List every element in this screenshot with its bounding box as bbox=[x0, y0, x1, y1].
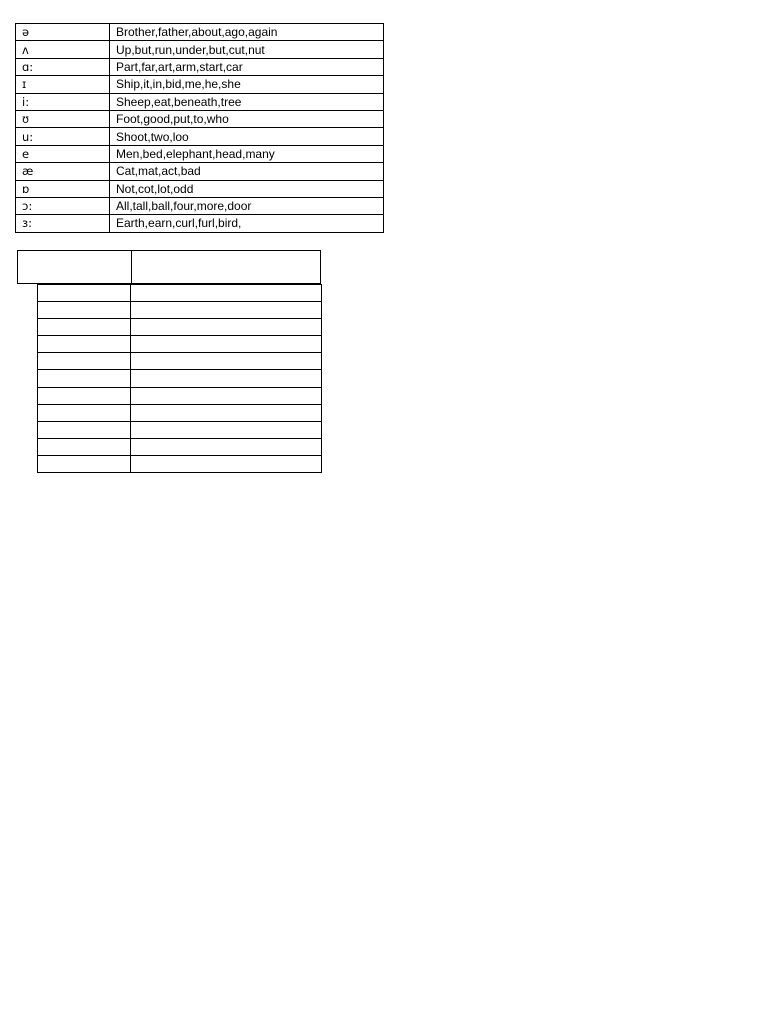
table-row bbox=[38, 285, 322, 302]
table-row bbox=[16, 128, 384, 145]
empty-table-header bbox=[17, 250, 321, 284]
empty-table bbox=[37, 284, 322, 473]
empty-cell bbox=[131, 421, 322, 438]
example-words: Up,but,run,under,but,cut,nut bbox=[110, 41, 384, 58]
empty-cell bbox=[38, 455, 131, 472]
table-row bbox=[38, 336, 322, 353]
vowel-sounds-table bbox=[15, 23, 384, 233]
example-words: Men,bed,elephant,head,many bbox=[110, 145, 384, 162]
table-row bbox=[16, 180, 384, 197]
example-words: Part,far,art,arm,start,car bbox=[110, 58, 384, 75]
table-row bbox=[38, 319, 322, 336]
phonetic-symbol: u: bbox=[16, 128, 110, 145]
phonetic-symbol: ʊ bbox=[16, 110, 110, 127]
phonetic-symbol: ə bbox=[16, 24, 110, 41]
example-words: Shoot,two,loo bbox=[110, 128, 384, 145]
empty-cell bbox=[131, 319, 322, 336]
table-row bbox=[38, 455, 322, 472]
example-words: Ship,it,in,bid,me,he,she bbox=[110, 76, 384, 93]
table-row bbox=[38, 353, 322, 370]
phonetic-symbol: ɪ bbox=[16, 76, 110, 93]
table-row bbox=[38, 438, 322, 455]
phonetic-symbol: ɒ bbox=[16, 180, 110, 197]
table-row bbox=[16, 215, 384, 232]
example-words: Not,cot,lot,odd bbox=[110, 180, 384, 197]
empty-cell bbox=[38, 302, 131, 319]
empty-cell bbox=[38, 404, 131, 421]
empty-cell bbox=[131, 387, 322, 404]
example-words: Brother,father,about,ago,again bbox=[110, 24, 384, 41]
phonetic-symbol: æ bbox=[16, 163, 110, 180]
empty-cell bbox=[131, 285, 322, 302]
phonetic-symbol: e bbox=[16, 145, 110, 162]
phonetic-symbol: ʌ bbox=[16, 41, 110, 58]
empty-cell bbox=[38, 319, 131, 336]
table-row bbox=[16, 76, 384, 93]
empty-cell bbox=[131, 438, 322, 455]
table-row bbox=[38, 302, 322, 319]
table-row bbox=[16, 163, 384, 180]
table-row bbox=[38, 404, 322, 421]
empty-cell bbox=[131, 455, 322, 472]
table-row bbox=[16, 41, 384, 58]
example-words: Foot,good,put,to,who bbox=[110, 110, 384, 127]
table-row bbox=[16, 58, 384, 75]
empty-cell bbox=[38, 421, 131, 438]
empty-cell bbox=[38, 353, 131, 370]
empty-cell bbox=[38, 370, 131, 387]
empty-cell bbox=[131, 404, 322, 421]
empty-cell bbox=[131, 302, 322, 319]
empty-cell bbox=[38, 438, 131, 455]
column-divider bbox=[131, 251, 132, 283]
empty-cell bbox=[38, 285, 131, 302]
table-row bbox=[16, 24, 384, 41]
empty-cell bbox=[131, 353, 322, 370]
phonetic-symbol: ɜ: bbox=[16, 215, 110, 232]
empty-cell bbox=[131, 370, 322, 387]
table-row bbox=[16, 110, 384, 127]
phonetic-symbol: i: bbox=[16, 93, 110, 110]
table-row bbox=[38, 387, 322, 404]
table-row bbox=[16, 93, 384, 110]
table-row bbox=[38, 421, 322, 438]
example-words: Earth,earn,curl,furl,bird, bbox=[110, 215, 384, 232]
example-words: All,tall,ball,four,more,door bbox=[110, 197, 384, 214]
empty-cell bbox=[38, 387, 131, 404]
empty-cell bbox=[131, 336, 322, 353]
example-words: Sheep,eat,beneath,tree bbox=[110, 93, 384, 110]
phonetic-symbol: ɑ: bbox=[16, 58, 110, 75]
empty-cell bbox=[38, 336, 131, 353]
table-row bbox=[16, 145, 384, 162]
table-row bbox=[38, 370, 322, 387]
example-words: Cat,mat,act,bad bbox=[110, 163, 384, 180]
table-row bbox=[16, 197, 384, 214]
phonetic-symbol: ɔ: bbox=[16, 197, 110, 214]
